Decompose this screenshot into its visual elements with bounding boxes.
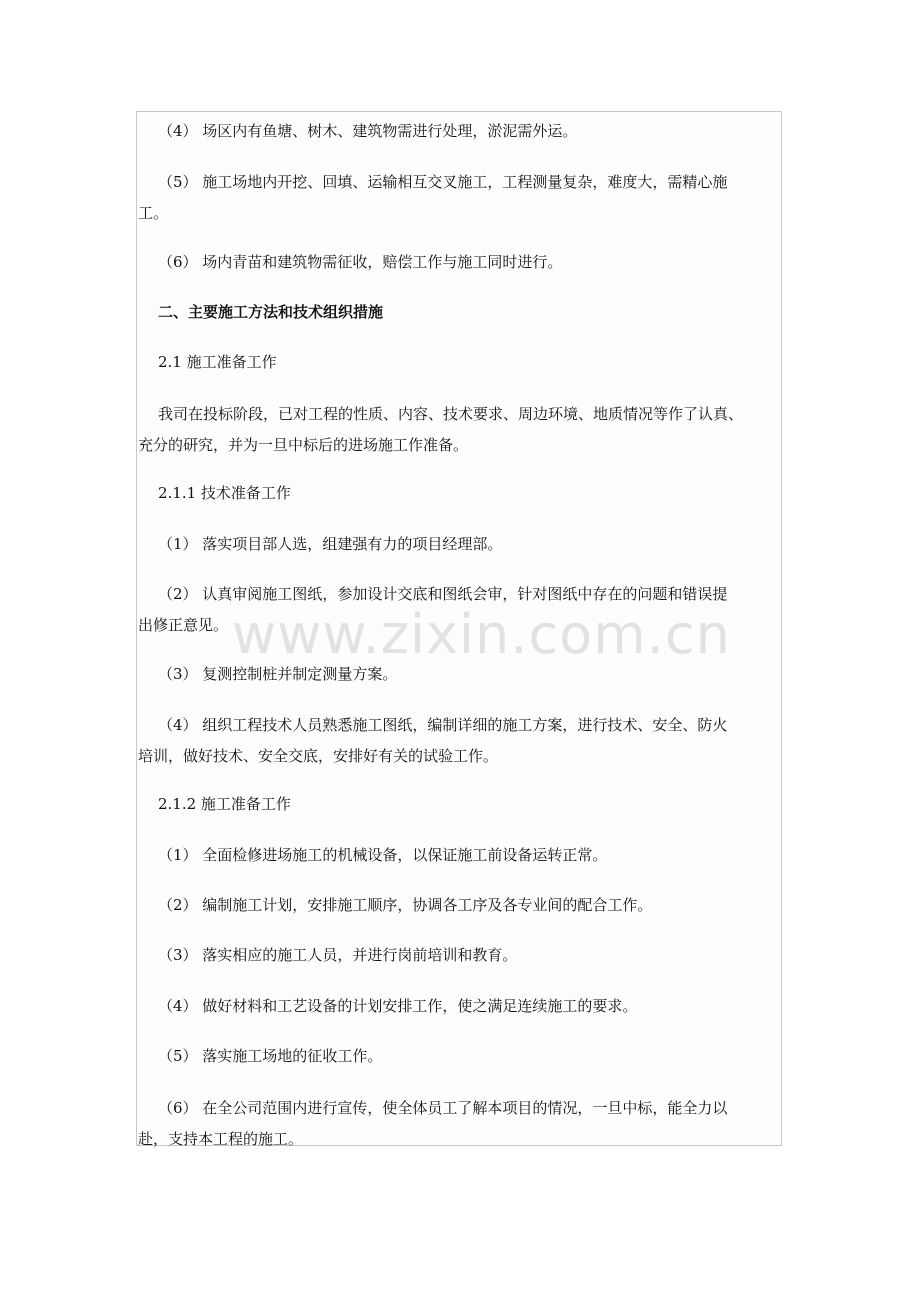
paragraph-prep-5	[138, 1041, 802, 1072]
paragraph-tech-2	[138, 579, 802, 641]
heading-text: 2.1.1 技术准备工作	[158, 484, 291, 502]
paragraph-prep-1	[138, 840, 802, 871]
subheading-2-1-2	[138, 789, 802, 820]
paragraph-prep-2	[138, 890, 802, 921]
text-line: 出修正意见。	[138, 616, 229, 634]
watermark: www.zixin.com.cn	[232, 603, 731, 666]
paragraph-item-5	[138, 167, 802, 229]
paragraph-prep-3	[138, 940, 802, 971]
text-line: （5） 施工场地内开挖、回填、运输相互交叉施工，工程测量复杂，难度大，需精心施	[158, 173, 728, 191]
text-line: （5） 落实施工场地的征收工作。	[158, 1047, 383, 1065]
text-line: 我司在投标阶段，已对工程的性质、内容、技术要求、周边环境、地质情况等作了认真、	[158, 405, 744, 423]
subheading-2-1	[138, 347, 802, 378]
text-line: （3） 复测控制桩并制定测量方案。	[158, 665, 398, 683]
text-line: （1） 全面检修进场施工的机械设备，以保证施工前设备运转正常。	[158, 846, 608, 864]
paragraph-prep-4	[138, 991, 802, 1022]
text-line: （6） 场内青苗和建筑物需征收，赔偿工作与施工同时进行。	[158, 253, 563, 271]
text-line: （2） 编制施工计划，安排施工顺序，协调各工序及各专业间的配合工作。	[158, 896, 653, 914]
subheading-2-1-1	[138, 478, 802, 509]
text-line: 工。	[138, 204, 169, 222]
heading-text: 2.1 施工准备工作	[158, 353, 277, 371]
paragraph-prep-6	[138, 1093, 802, 1155]
paragraph-item-6	[138, 247, 802, 278]
section-heading	[138, 297, 802, 328]
text-line: 赴，支持本工程的施工。	[138, 1130, 304, 1148]
text-line: （3） 落实相应的施工人员，并进行岗前培训和教育。	[158, 946, 518, 964]
text-line: 培训，做好技术、安全交底，安排好有关的试验工作。	[138, 747, 499, 765]
paragraph-tech-1	[138, 529, 802, 560]
text-line: （6） 在全公司范围内进行宣传，使全体员工了解本项目的情况，一旦中标，能全力以	[158, 1099, 728, 1117]
paragraph-tech-4	[138, 710, 802, 772]
paragraph-tech-3	[138, 659, 802, 690]
heading-text: 2.1.2 施工准备工作	[158, 795, 291, 813]
text-line: （4） 场区内有鱼塘、树木、建筑物需进行处理，淤泥需外运。	[158, 122, 578, 140]
paragraph-intro	[138, 399, 802, 461]
text-line: （2） 认真审阅施工图纸，参加设计交底和图纸会审，针对图纸中存在的问题和错误提	[158, 585, 728, 603]
text-line: （4） 组织工程技术人员熟悉施工图纸，编制详细的施工方案，进行技术、安全、防火	[158, 716, 728, 734]
text-line: 充分的研究，并为一旦中标后的进场施工作准备。	[138, 436, 469, 454]
text-line: （4） 做好材料和工艺设备的计划安排工作，使之满足连续施工的要求。	[158, 997, 638, 1015]
heading-text: 二、主要施工方法和技术组织措施	[158, 303, 384, 321]
text-line: （1） 落实项目部人选，组建强有力的项目经理部。	[158, 535, 503, 553]
paragraph-item-4	[138, 116, 802, 147]
